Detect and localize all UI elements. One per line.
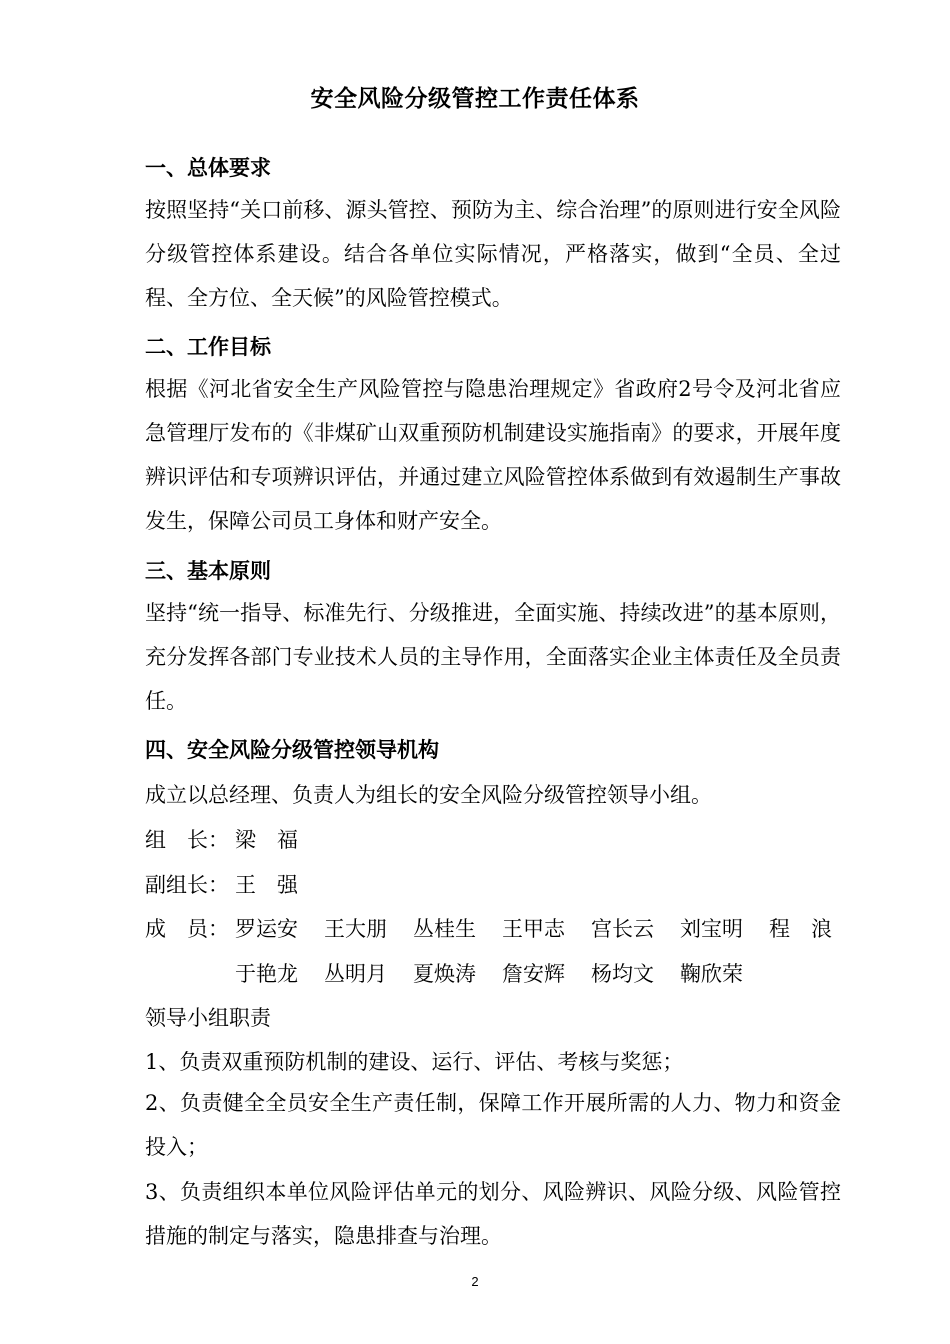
- leader-name: 梁 福: [235, 828, 298, 852]
- paragraph: 根据《河北省安全生产风险管控与隐患治理规定》省政府2号令及河北省应急管理厅发布的《非煤矿山双重预防机制建设实施指南》的要求，开展年度辨识评估和专项辨识评估，并通过建立风险管控体系做到有效遏制生产事故发生，保障公司员工身体和财产安全。: [145, 377, 841, 533]
- duty-item-2: [101, 1081, 841, 1169]
- section-heading-basic-principles: 三、基本原则: [145, 559, 271, 583]
- section-heading-leadership-org: 四、安全风险分级管控领导机构: [145, 738, 439, 762]
- member-name: 詹安辉: [502, 962, 565, 986]
- leader-label: 组 长：: [145, 828, 229, 852]
- document-title: 安全风险分级管控工作责任体系: [310, 86, 640, 112]
- member-name: 丛桂生: [413, 917, 476, 941]
- paragraph: 3、负责组织本单位风险评估单元的划分、风险辨识、风险分级、风险管控措施的制定与落实，隐患排查与治理。: [145, 1180, 841, 1248]
- members-row-2: [235, 958, 769, 988]
- members-label: 成 员：: [145, 917, 229, 941]
- duties-heading: 领导小组职责: [145, 1006, 271, 1030]
- member-name: 夏焕涛: [413, 962, 476, 986]
- paragraph: 坚持“统一指导、标准先行、分级推进，全面实施、持续改进”的基本原则，充分发挥各部门专业技术人员的主导作用，全面落实企业主体责任及全员责任。: [145, 601, 841, 713]
- section-heading-overall-requirements: 一、总体要求: [145, 156, 271, 180]
- member-name: 宫长云: [591, 917, 654, 941]
- member-name: 鞠欣荣: [680, 962, 743, 986]
- section-text-overall-requirements: [101, 188, 841, 320]
- page-number: 2: [471, 1274, 479, 1289]
- members-row-1: [235, 913, 858, 943]
- section-text-basic-principles: [101, 591, 841, 723]
- member-name: 丛明月: [324, 962, 387, 986]
- section-text-work-goals: [101, 367, 841, 543]
- member-name: 杨均文: [591, 962, 654, 986]
- leadership-intro: 成立以总经理、负责人为组长的安全风险分级管控领导小组。: [145, 783, 712, 807]
- duty-item-1: 1、负责双重预防机制的建设、运行、评估、考核与奖惩；: [145, 1050, 684, 1074]
- paragraph: 按照坚持“关口前移、源头管控、预防为主、综合治理”的原则进行安全风险分级管控体系建设。结合各单位实际情况，严格落实，做到“全员、全过程、全方位、全天候”的风险管控模式。: [145, 198, 841, 310]
- paragraph: 2、负责健全全员安全生产责任制，保障工作开展所需的人力、物力和资金投入；: [145, 1091, 841, 1159]
- deputy-leader-name: 王 强: [235, 873, 298, 897]
- deputy-leader-label: 副组长：: [145, 873, 229, 897]
- member-name: 程 浪: [769, 917, 832, 941]
- duty-item-3: [101, 1170, 841, 1258]
- member-name: 王甲志: [502, 917, 565, 941]
- member-name: 王大朋: [324, 917, 387, 941]
- section-heading-work-goals: 二、工作目标: [145, 335, 271, 359]
- member-name: 刘宝明: [680, 917, 743, 941]
- member-name: 罗运安: [235, 917, 298, 941]
- member-name: 于艳龙: [235, 962, 298, 986]
